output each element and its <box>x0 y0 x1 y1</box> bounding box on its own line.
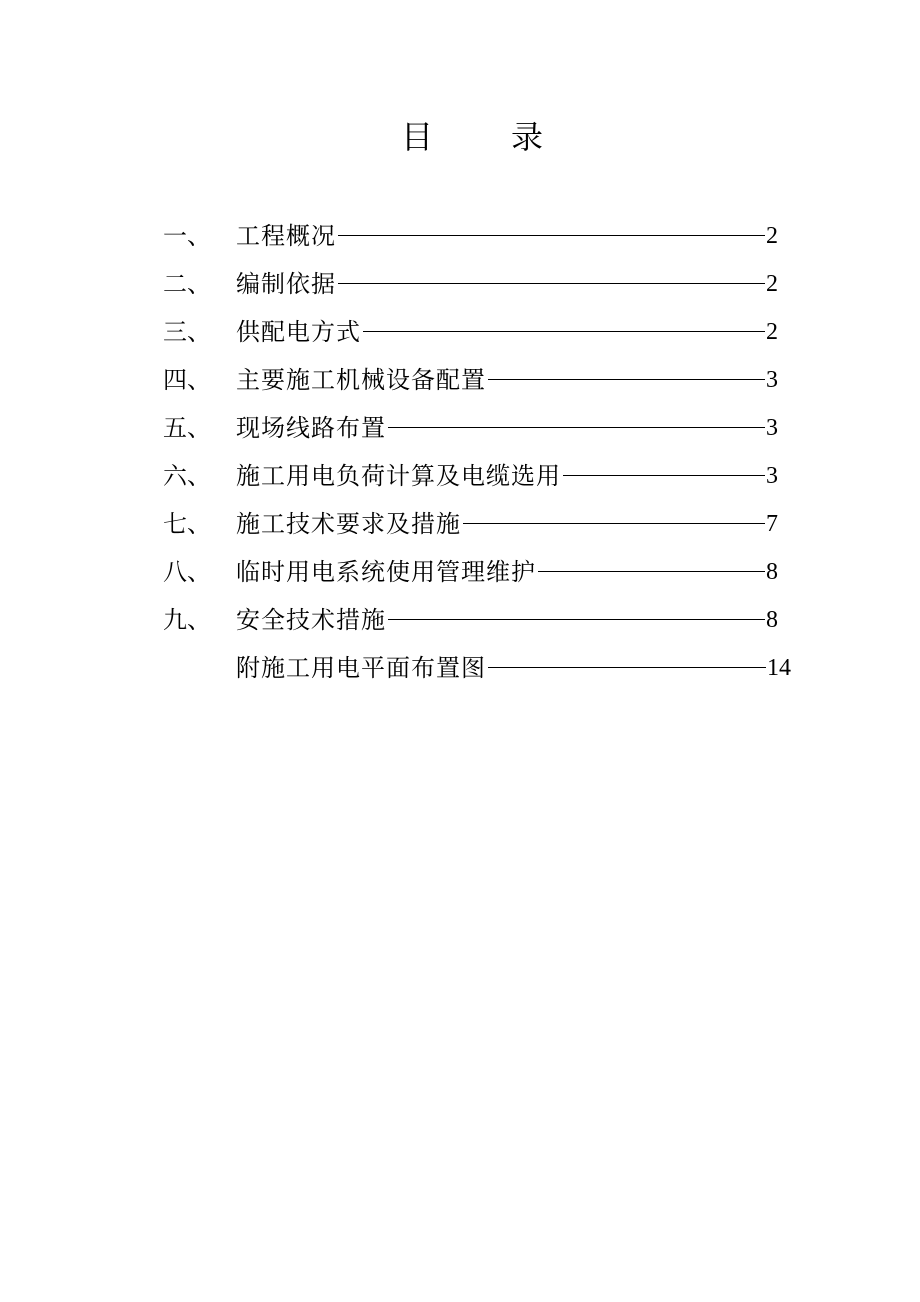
toc-entry-page: 3 <box>765 408 778 448</box>
toc-entry-number: 九、 <box>163 606 211 634</box>
toc-entry-title: 现场线路布置 <box>236 408 388 448</box>
title-char-2: 录 <box>511 118 544 156</box>
toc-leader-line <box>336 283 767 284</box>
toc-entry-page: 14 <box>766 648 791 688</box>
toc-entry-title: 编制依据 <box>236 264 338 304</box>
toc-entry-title: 施工用电负荷计算及电缆选用 <box>236 456 563 496</box>
toc-entry[interactable] <box>0 456 920 496</box>
toc-entry[interactable] <box>0 504 920 544</box>
toc-entry-title: 临时用电系统使用管理维护 <box>236 552 538 592</box>
toc-leader-line <box>536 571 767 572</box>
toc-entry-number: 一、 <box>163 222 211 250</box>
toc-entry[interactable] <box>0 552 920 592</box>
toc-entry-page: 3 <box>765 360 778 400</box>
toc-entry-page: 2 <box>765 264 778 304</box>
toc-entry-page: 8 <box>765 552 778 592</box>
toc-entry-page: 3 <box>765 456 778 496</box>
toc-entry-page: 2 <box>765 312 778 352</box>
toc-entry-number: 五、 <box>163 414 211 442</box>
toc-leader-line <box>461 523 767 524</box>
toc-leader-line <box>361 331 767 332</box>
toc-entry-title: 工程概况 <box>236 216 338 256</box>
toc-entry[interactable] <box>0 360 920 400</box>
toc-entry-title: 施工技术要求及措施 <box>236 504 463 544</box>
toc-entry-page: 8 <box>765 600 778 640</box>
toc-entry[interactable] <box>0 264 920 304</box>
toc-entry[interactable] <box>0 648 920 688</box>
toc-entry-title: 附施工用电平面布置图 <box>236 648 488 688</box>
toc-leader-line <box>386 427 767 428</box>
title-char-1: 目 <box>401 118 434 156</box>
toc-leader-line <box>336 235 767 236</box>
toc-leader-line <box>486 667 768 668</box>
toc-entry-page: 7 <box>765 504 778 544</box>
toc-entry-title: 供配电方式 <box>236 312 363 352</box>
toc-entry-number: 二、 <box>163 270 211 298</box>
toc-leader-line <box>486 379 767 380</box>
toc-leader-line <box>386 619 767 620</box>
toc-entry-title: 主要施工机械设备配置 <box>236 360 488 400</box>
toc-entry[interactable] <box>0 312 920 352</box>
toc-leader-line <box>561 475 767 476</box>
toc-entry-page: 2 <box>765 216 778 256</box>
toc-entry-number: 四、 <box>163 366 211 394</box>
toc-entry[interactable] <box>0 216 920 256</box>
toc-entry-number: 六、 <box>163 462 211 490</box>
toc-entry-number: 八、 <box>163 558 211 586</box>
page-title <box>0 112 920 162</box>
toc-entry-title: 安全技术措施 <box>236 600 388 640</box>
toc-entry-number: 三、 <box>163 318 211 346</box>
toc-entry[interactable] <box>0 600 920 640</box>
toc-entry-number: 七、 <box>163 510 211 538</box>
toc-entry[interactable] <box>0 408 920 448</box>
